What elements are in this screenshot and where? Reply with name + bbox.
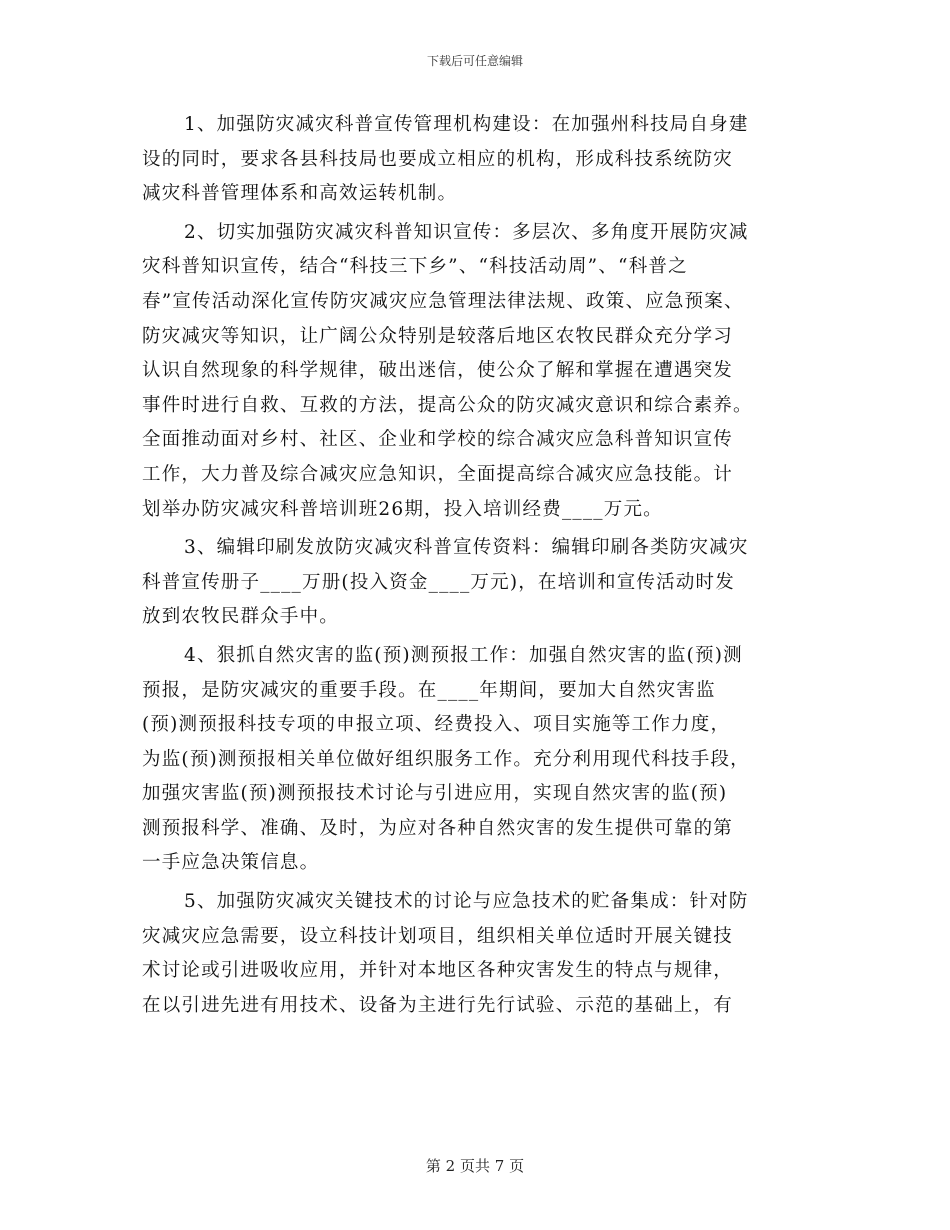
page-header: 下载后可任意编辑 xyxy=(426,54,523,68)
text-line: 4、狠抓自然灾害的监(预)测预报工作：加强自然灾害的监(预)测 xyxy=(184,644,743,666)
text-line: (预)测预报科技专项的申报立项、经费投入、项目实施等工作力度， xyxy=(142,714,731,736)
text-line: 一手应急决策信息。 xyxy=(142,852,320,874)
paragraph-2 xyxy=(142,216,808,527)
text-line: 全面推动面对乡村、社区、企业和学校的综合减灾应急科普知识宣传 xyxy=(142,429,734,451)
paragraph-3 xyxy=(142,531,808,635)
text-line: 在以引进先进有用技术、设备为主进行先行试验、示范的基础上，有 xyxy=(142,994,734,1016)
text-line: 科普宣传册子____万册(投入资金____万元)，在培训和宣传活动时发 xyxy=(142,571,735,593)
text-line: 减灾科普管理体系和高效运转机制。 xyxy=(142,183,458,205)
text-line: 5、加强防灾减灾关键技术的讨论与应急技术的贮备集成：针对防 xyxy=(184,891,749,913)
text-line: 预报，是防灾减灾的重要手段。在____年期间，要加大自然灾害监 xyxy=(142,679,716,701)
paragraph-4 xyxy=(142,639,808,881)
text-line: 认识自然现象的科学规律，破出迷信，使公众了解和掌握在遭遇突发 xyxy=(142,360,734,382)
text-line: 春”宣传活动深化宣传防灾减灾应急管理法律法规、政策、应急预案、 xyxy=(142,290,744,312)
text-line: 加强灾害监(预)测预报技术讨论与引进应用，实现自然灾害的监(预) xyxy=(142,783,728,805)
text-line: 划举办防灾减灾科普培训班26期，投入培训经费____万元。 xyxy=(142,498,663,520)
document-body xyxy=(142,108,808,1027)
text-line: 事件时进行自救、互救的方法，提高公众的防灾减灾意识和综合素养。 xyxy=(142,394,753,416)
text-line: 灾科普知识宣传，结合“科技三下乡”、“科技活动周”、“科普之 xyxy=(142,256,688,278)
text-line: 2、切实加强防灾减灾科普知识宣传：多层次、多角度开展防灾减 xyxy=(184,221,749,243)
text-line: 灾减灾应急需要，设立科技计划项目，组织相关单位适时开展关键技 xyxy=(142,925,734,947)
text-line: 术讨论或引进吸收应用，并针对本地区各种灾害发生的特点与规律， xyxy=(142,960,734,982)
page-footer: 第 2 页共 7 页 xyxy=(425,1157,525,1175)
paragraph-5 xyxy=(142,885,808,1023)
text-line: 防灾减灾等知识，让广阔公众特别是较落后地区农牧民群众充分学习 xyxy=(142,325,734,347)
text-line: 1、加强防灾减灾科普宣传管理机构建设：在加强州科技局自身建 xyxy=(184,114,749,135)
text-line: 为监(预)测预报相关单位做好组织服务工作。充分利用现代科技手段， xyxy=(142,748,750,770)
text-line: 设的同时，要求各县科技局也要成立相应的机构，形成科技系统防灾 xyxy=(142,148,734,170)
text-line: 3、编辑印刷发放防灾减灾科普宣传资料：编辑印刷各类防灾减灾 xyxy=(184,537,749,559)
paragraph-1 xyxy=(142,108,808,212)
text-line: 测预报科学、准确、及时，为应对各种自然灾害的发生提供可靠的第 xyxy=(142,817,734,839)
text-line: 放到农牧民群众手中。 xyxy=(142,606,340,628)
text-line: 工作，大力普及综合减灾应急知识，全面提高综合减灾应急技能。计 xyxy=(142,463,734,485)
